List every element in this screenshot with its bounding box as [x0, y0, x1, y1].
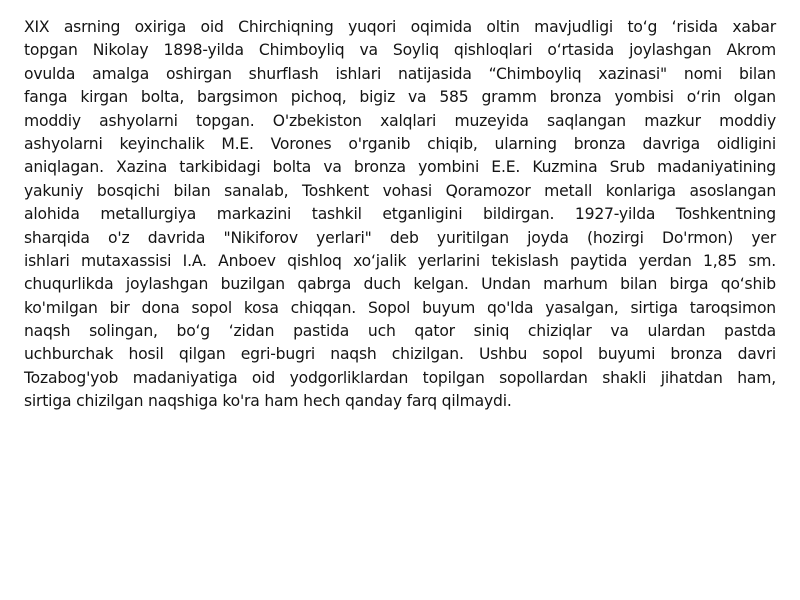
- paragraph-line: uchburchak hosil qilgan egri-bugri naqsh chizilgan. Ushbu sopol buyumi bronza davri: [24, 345, 776, 364]
- paragraph-line: XIX asrning oxiriga oid Chirchiqning yuqori oqimida oltin mavjudligi to‘g ‘risida xabar: [24, 18, 776, 36]
- paragraph-line: sharqida o'z davrida "Nikiforov yerlari" deb yuritilgan joyda (hozirgi Do'rmon) yer: [24, 228, 776, 247]
- paragraph-line: ko'milgan bir dona sopol kosa chiqqan. Sopol buyum qo'lda yasalgan, sirtiga taroqsimon: [24, 298, 776, 317]
- paragraph-line: ishlari mutaxassisi I.A. Anboev qishloq xo‘jalik yerlarini tekislash paytida yerdan 1,85 sm.: [24, 251, 776, 270]
- paragraph-line: ashyolarni keyinchalik M.E. Vorones o'rganib chiqib, ularning bronza davriga oidligini: [24, 134, 776, 153]
- paragraph-line: moddiy ashyolarni topgan. O'zbekiston xalqlari muzeyida saqlangan mazkur moddiy: [24, 111, 776, 130]
- paragraph-line: aniqlagan. Xazina tarkibidagi bolta va bronza yombini E.E. Kuzmina Srub madaniyatining: [24, 158, 776, 177]
- paragraph-line: Tozabog'yob madaniyatiga oid yodgorliklardan topilgan sopollardan shakli jihatdan ham,: [24, 368, 776, 387]
- document-paragraph: [24, 16, 776, 414]
- paragraph-line: topgan Nikolay 1898-yilda Chimboyliq va Soyliq qishloqlari o‘rtasida joylashgan Akrom: [24, 41, 776, 60]
- paragraph-line: fanga kirgan bolta, bargsimon pichoq, bigiz va 585 gramm bronza yombisi o‘rin olgan: [24, 88, 776, 107]
- paragraph-line: naqsh solingan, bo‘g ‘zidan pastida uch qator siniq chiziqlar va ulardan pastda: [24, 322, 776, 341]
- paragraph-line: yakuniy bosqichi bilan sanalab, Toshkent vohasi Qoramozor metall konlariga asoslangan: [24, 181, 776, 200]
- paragraph-line: chuqurlikda joylashgan buzilgan qabrga duch kelgan. Undan marhum bilan birga qo‘shib: [24, 275, 776, 294]
- paragraph-line-last: sirtiga chizilgan naqshiga ko'ra ham hech qanday farq qilmaydi.: [24, 392, 512, 411]
- paragraph-line: ovulda amalga oshirgan shurflash ishlari natijasida “Chimboyliq xazinasi" nomi bilan: [24, 64, 776, 83]
- paragraph-line: alohida metallurgiya markazini tashkil etganligini bildirgan. 1927-yilda Toshkentning: [24, 205, 776, 224]
